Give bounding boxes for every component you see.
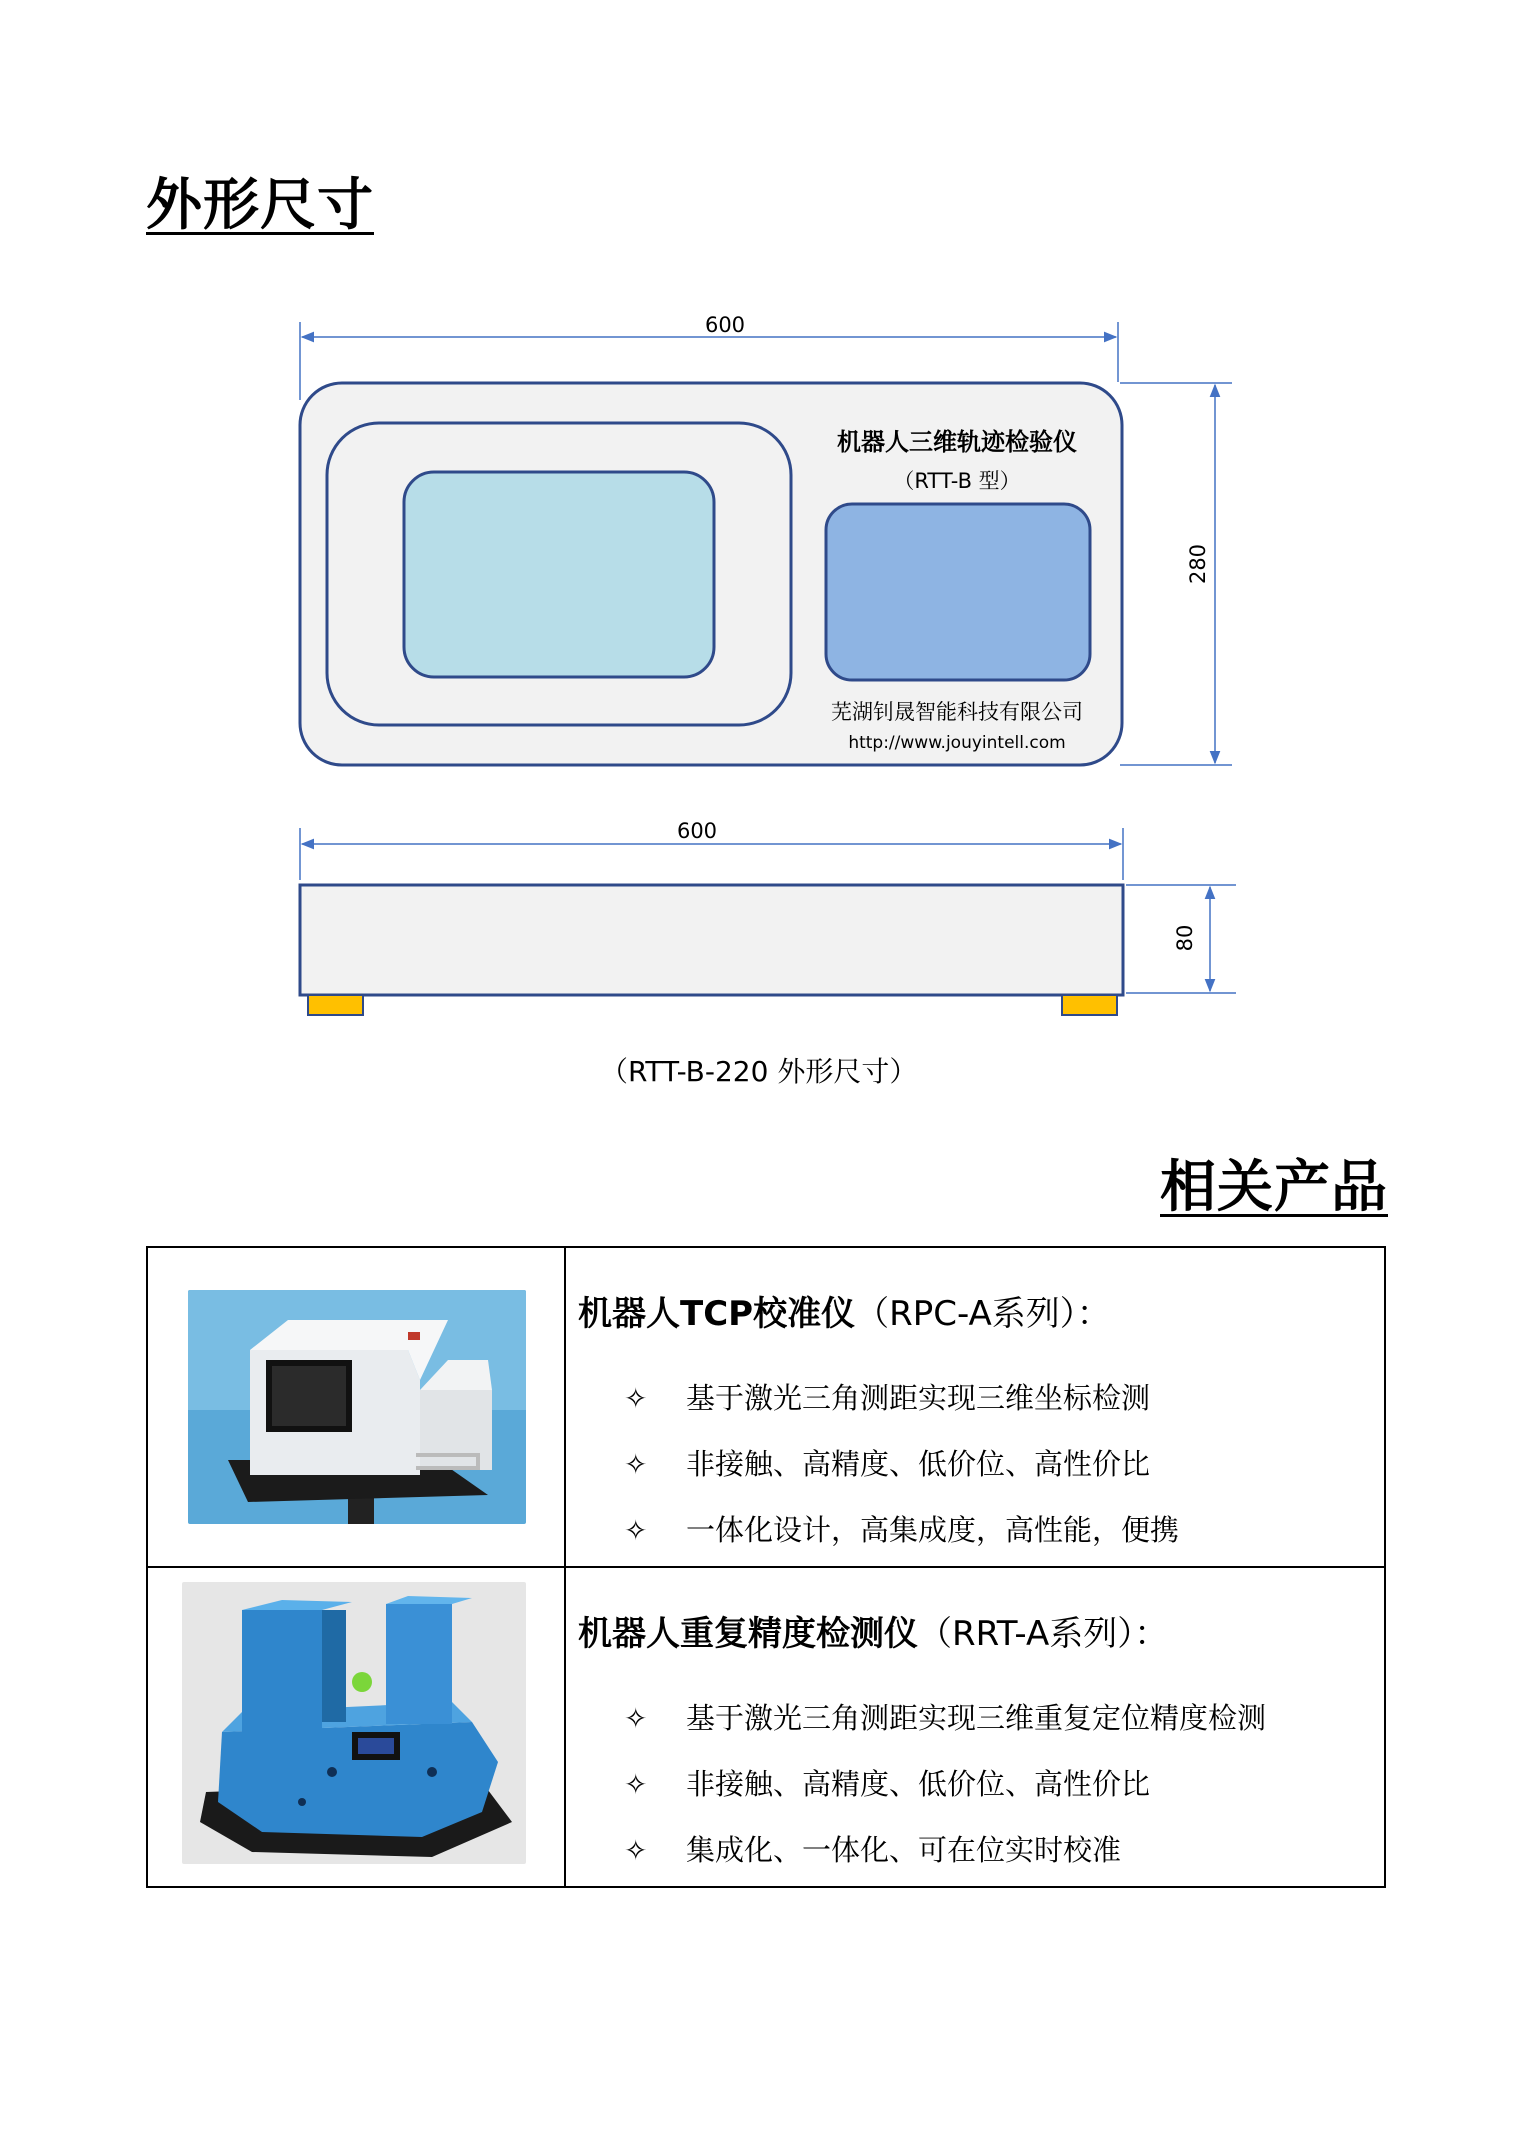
bullet-icon: ✧ [624,1702,648,1735]
product-name: 机器人重复精度检测仪 [578,1614,918,1654]
device-name: 机器人三维轨迹检验仪 [837,428,1077,456]
bullet-icon: ✧ [624,1834,648,1867]
feature-item [624,1442,1150,1483]
side-body [300,885,1123,995]
figure-caption: （RTT-B-220 外形尺寸） [600,1055,918,1088]
product-image-cell [147,1567,565,1887]
product-text-cell [565,1567,1385,1887]
product-title [578,1286,1111,1335]
feature-text: 非接触、高精度、低价位、高性价比 [686,1447,1151,1481]
company-url: http://www.jouyintell.com [848,733,1066,753]
product-row [147,1247,1385,1567]
tcp-calibrator-photo-icon [188,1290,526,1524]
products-table [146,1246,1386,1888]
section-title-related: 相关产品 [1160,1155,1388,1220]
right-screen [826,504,1090,680]
product-image-cell [147,1247,565,1567]
product-series: （RPC-A系列）： [855,1294,1111,1334]
bullet-icon: ✧ [624,1382,648,1415]
side-width-label: 600 [676,819,718,843]
feature-item [624,1508,1179,1549]
product-text-cell [565,1247,1385,1567]
feature-item [624,1696,1266,1737]
feature-text: 集成化、一体化、可在位实时校准 [686,1833,1122,1867]
left-screen [404,472,714,677]
top-height-label: 280 [1186,543,1210,585]
top-width-label: 600 [704,313,746,337]
feature-text: 一体化设计，高集成度，高性能，便携 [686,1513,1180,1547]
bullet-icon: ✧ [624,1448,648,1481]
repeatability-tester-photo-icon [182,1582,526,1864]
bullet-icon: ✧ [624,1768,648,1801]
company-name: 芜湖钊晟智能科技有限公司 [831,700,1083,724]
product-row [147,1567,1385,1887]
feature-text: 基于激光三角测距实现三维坐标检测 [686,1381,1151,1415]
product-title [578,1606,1168,1655]
section-title-dimensions: 外形尺寸 [146,173,374,238]
side-view [300,819,1236,1015]
side-height-label: 80 [1173,924,1197,952]
feature-text: 基于激光三角测距实现三维重复定位精度检测 [686,1701,1267,1735]
feature-item [624,1828,1121,1869]
product-series: （RRT-A系列）： [918,1614,1169,1654]
top-view [300,313,1232,765]
device-model: （RTT-B 型） [893,469,1021,493]
feature-item [624,1762,1150,1803]
feature-text: 非接触、高精度、低价位、高性价比 [686,1767,1151,1801]
product-name: 机器人TCP校准仪 [578,1294,856,1334]
bullet-icon: ✧ [624,1514,648,1547]
feature-item [624,1376,1150,1417]
right-foot [1062,995,1117,1015]
left-foot [308,995,363,1015]
